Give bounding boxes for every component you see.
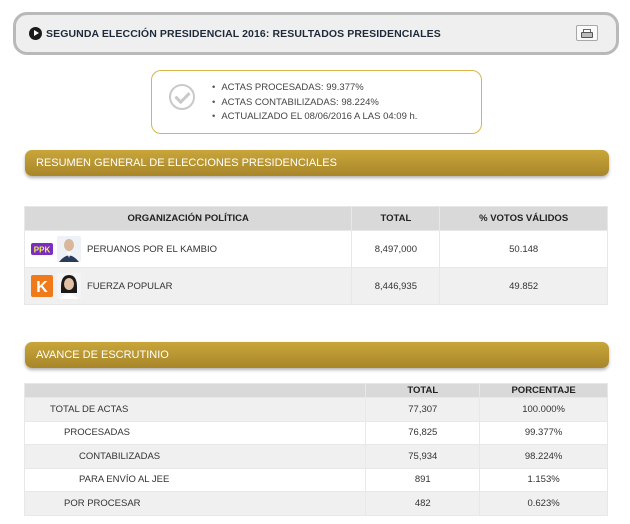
fuerza-popular-logo-icon: [31, 275, 53, 297]
row-label: POR PROCESAR: [25, 492, 366, 516]
svg-text:PPK: PPK: [33, 245, 51, 255]
header-bar: [13, 12, 619, 55]
row-pct: 0.623%: [480, 492, 608, 516]
avance-table: [24, 383, 608, 516]
status-list: [212, 81, 417, 125]
row-pct: 98.224%: [480, 445, 608, 469]
candidate-photo: [57, 273, 81, 299]
party-pct: 49.852: [440, 268, 608, 305]
col-votos-validos: % VOTOS VÁLIDOS: [440, 207, 608, 231]
col-total: TOTAL: [366, 384, 480, 398]
party-total: 8,497,000: [352, 231, 440, 268]
row-label: PARA ENVÍO AL JEE: [25, 468, 366, 492]
check-circle-icon: [169, 84, 195, 110]
party-cell: [25, 231, 352, 268]
table-row: [25, 445, 608, 469]
party-pct: 50.148: [440, 231, 608, 268]
print-icon-body: [581, 32, 593, 38]
party-name: FUERZA POPULAR: [87, 280, 173, 292]
party-name: PERUANOS POR EL KAMBIO: [87, 243, 218, 255]
col-label: [25, 384, 366, 398]
resumen-banner: RESUMEN GENERAL DE ELECCIONES PRESIDENCIALES: [25, 150, 609, 176]
row-label: TOTAL DE ACTAS: [25, 398, 366, 422]
table-row: [25, 492, 608, 516]
party-cell: [25, 268, 352, 305]
row-pct: 100.000%: [480, 398, 608, 422]
avance-header-row: [25, 384, 608, 398]
candidate-photo: [57, 236, 81, 262]
col-organizacion: ORGANIZACIÓN POLÍTICA: [25, 207, 352, 231]
row-pct: 99.377%: [480, 421, 608, 445]
table-row: [25, 421, 608, 445]
row-label: CONTABILIZADAS: [25, 445, 366, 469]
resumen-table: [24, 206, 608, 305]
row-total: 482: [366, 492, 480, 516]
table-row: [25, 398, 608, 422]
col-porcentaje: PORCENTAJE: [480, 384, 608, 398]
row-label: PROCESADAS: [25, 421, 366, 445]
col-total: TOTAL: [352, 207, 440, 231]
status-item-procesadas: • ACTAS PROCESADAS: 99.377%: [212, 81, 417, 96]
status-item-contabilizadas: • ACTAS CONTABILIZADAS: 98.224%: [212, 96, 417, 111]
table-row: [25, 268, 608, 305]
row-total: 75,934: [366, 445, 480, 469]
row-total: 76,825: [366, 421, 480, 445]
page-title: SEGUNDA ELECCIÓN PRESIDENCIAL 2016: RESULTADOS PRESIDENCIALES: [46, 28, 441, 40]
row-total: 77,307: [366, 398, 480, 422]
table-row: [25, 231, 608, 268]
svg-text:K: K: [36, 279, 48, 296]
party-total: 8,446,935: [352, 268, 440, 305]
ppk-logo-icon: [31, 238, 53, 260]
row-total: 891: [366, 468, 480, 492]
print-button[interactable]: [576, 25, 598, 41]
arrow-right-circle-icon: [29, 27, 42, 40]
row-pct: 1.153%: [480, 468, 608, 492]
resumen-header-row: [25, 207, 608, 231]
status-box: [151, 70, 482, 134]
avance-banner: AVANCE DE ESCRUTINIO: [25, 342, 609, 368]
status-item-actualizado: • ACTUALIZADO EL 08/06/2016 A LAS 04:09 h.: [212, 110, 417, 125]
table-row: [25, 468, 608, 492]
